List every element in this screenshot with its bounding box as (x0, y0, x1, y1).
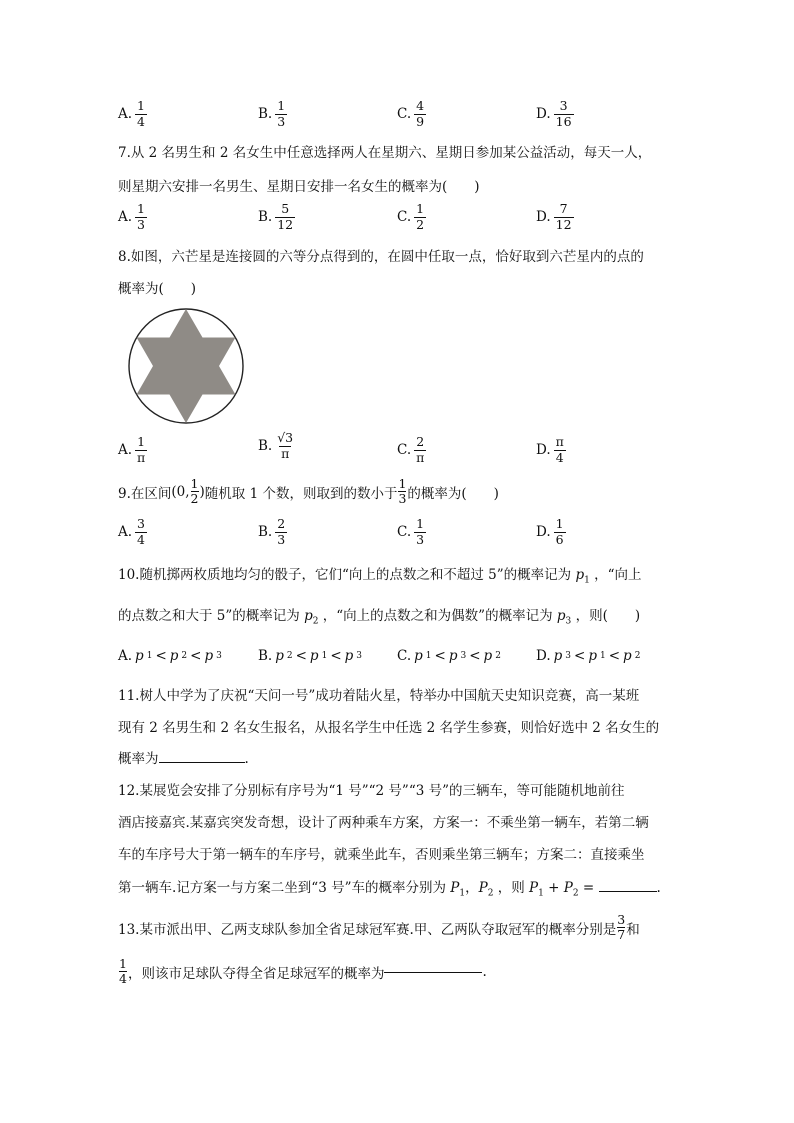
q6-option-b[interactable]: B. $\frac{1}{3}$ (258, 98, 286, 129)
q8-text-line2: 概率为( ) (118, 281, 197, 297)
q13-text-line2: 1 4 ，则该市足球队夺得全省足球冠军的概率为 . (119, 956, 487, 986)
fraction: $\frac{1}{\pi}$ (137, 434, 146, 465)
q9-option-c[interactable]: C. $\frac{1}{3}$ (397, 516, 425, 547)
q13-text-line1: 13.某市派出甲、乙两支球队参加全省足球冠军赛.甲、乙两队夺取冠军的概率分别是 3 7 和 (118, 912, 640, 942)
fraction: $\frac{1}{3}$ (137, 201, 145, 232)
q9-option-b[interactable]: B. $\frac{2}{3}$ (258, 516, 286, 547)
q9-option-d[interactable]: D. $\frac{1}{6}$ (536, 516, 564, 547)
q12-text-line1: 12.某展览会安排了分别标有序号为“1 号”“2 号”“3 号”的三辆车，等可能随机地前往 (118, 783, 625, 799)
q7-option-d[interactable]: D. $\frac{7}{12}$ (536, 201, 572, 232)
q10-option-d[interactable]: D. p 3 < p 1 < p 2 (536, 648, 641, 664)
fraction: 1 4 (119, 956, 127, 986)
q10-option-a[interactable]: A. p 1 < p 2 < p 3 (118, 648, 222, 664)
q12-text-line2: 酒店接嘉宾.某嘉宾突发奇想，设计了两种乘车方案，方案一：不乘坐第一辆车，若第二辆 (118, 815, 649, 831)
answer-blank[interactable] (384, 971, 482, 973)
q11-text-line2: 现有 2 名男生和 2 名女生报名，从报名学生中任选 2 名学生参赛，则恰好选中 2 名女生的 (118, 720, 660, 736)
fraction: $\frac{1}{3}$ (277, 98, 286, 129)
fraction: $\frac{2}{\pi}$ (416, 434, 425, 465)
fraction: $\frac{7}{12}$ (555, 201, 572, 232)
fraction: $\frac{3}{4}$ (137, 516, 145, 547)
q7-text-line2: 则星期六安排一名男生、星期日安排一名女生的概率为( ) (118, 179, 480, 195)
q6-option-a[interactable]: A. $\frac{1}{4}$ (118, 98, 145, 129)
q8-option-d[interactable]: D. $\frac{\pi}{4}$ (536, 434, 564, 465)
q11-text-line3: 概率为 . (118, 751, 249, 767)
q7-option-b[interactable]: B. $\frac{5}{12}$ (258, 201, 294, 232)
answer-blank[interactable] (159, 761, 245, 763)
answer-blank[interactable] (599, 890, 657, 892)
q8-option-c[interactable]: C. $\frac{2}{\pi}$ (397, 434, 425, 465)
fraction: $\frac{3}{16}$ (555, 98, 572, 129)
fraction: $\frac{1}{2}$ (416, 201, 425, 232)
q7-option-c[interactable]: C. $\frac{1}{2}$ (397, 201, 425, 232)
fraction: $\frac{\pi}{4}$ (555, 434, 564, 465)
q6-option-d[interactable]: D. $\frac{3}{16}$ (536, 98, 572, 129)
q7-option-a[interactable]: A. $\frac{1}{3}$ (118, 201, 145, 232)
q6-option-c[interactable]: C. $\frac{4}{9}$ (397, 98, 425, 129)
q10-text-line2: 的点数之和大于 5”的概率记为 $p_2$ ，“向上的点数之和为偶数”的概率记为 $p_3$ ，则( ) (118, 608, 641, 627)
fraction: $\frac{1}{6}$ (555, 516, 564, 547)
q12-text-line4: 第一辆车.记方案一与方案二坐到“3 号”车的概率分别为 $P_1$，$P_2$ ，则 $P_1 + P_2$ = . (118, 880, 661, 899)
fraction: $\frac{√3}{\pi}$ (277, 430, 294, 461)
q8-option-a[interactable]: A. $\frac{1}{\pi}$ (118, 434, 146, 465)
q8-text-line1: 8.如图，六芒星是连接圆的六等分点得到的，在圆中任取一点，恰好取到六芒星内的点的 (118, 249, 644, 265)
q9-option-a[interactable]: A. $\frac{3}{4}$ (118, 516, 145, 547)
q9-stem: 9.在区间 (0, 1 2 ) 随机取 1 个数，则取到的数小于 1 3 的概率为( ) (118, 476, 499, 506)
q12-text-line3: 车的车序号大于第一辆车的车序号，就乘坐此车，否则乘坐第三辆车；方案二：直接乘坐 (118, 847, 645, 863)
fraction: 3 7 (617, 912, 626, 942)
q8-option-b[interactable]: B. $\frac{√3}{\pi}$ (258, 430, 294, 461)
q10-text-line1: 10.随机掷两枚质地均匀的骰子，它们“向上的点数之和不超过 5”的概率记为 $p_1$ ，“向上 (118, 567, 642, 586)
hexagram-figure (126, 306, 246, 426)
hexagram-star (137, 309, 236, 423)
fraction: $\frac{1}{4}$ (137, 98, 145, 129)
fraction: $\frac{4}{9}$ (416, 98, 425, 129)
q10-option-c[interactable]: C. p 1 < p 3 < p 2 (397, 648, 501, 664)
q11-text-line1: 11.树人中学为了庆祝“天问一号”成功着陆火星，特举办中国航天史知识竞赛，高一某班 (118, 688, 640, 704)
fraction: $\frac{1}{3}$ (416, 516, 425, 547)
fraction: 1 3 (398, 476, 407, 506)
fraction: 1 2 (190, 476, 199, 506)
fraction: $\frac{2}{3}$ (277, 516, 286, 547)
fraction: $\frac{5}{12}$ (277, 201, 294, 232)
q10-option-b[interactable]: B. p 2 < p 1 < p 3 (258, 648, 363, 664)
q7-text-line1: 7.从 2 名男生和 2 名女生中任意选择两人在星期六、星期日参加某公益活动，每天一人， (118, 145, 652, 161)
